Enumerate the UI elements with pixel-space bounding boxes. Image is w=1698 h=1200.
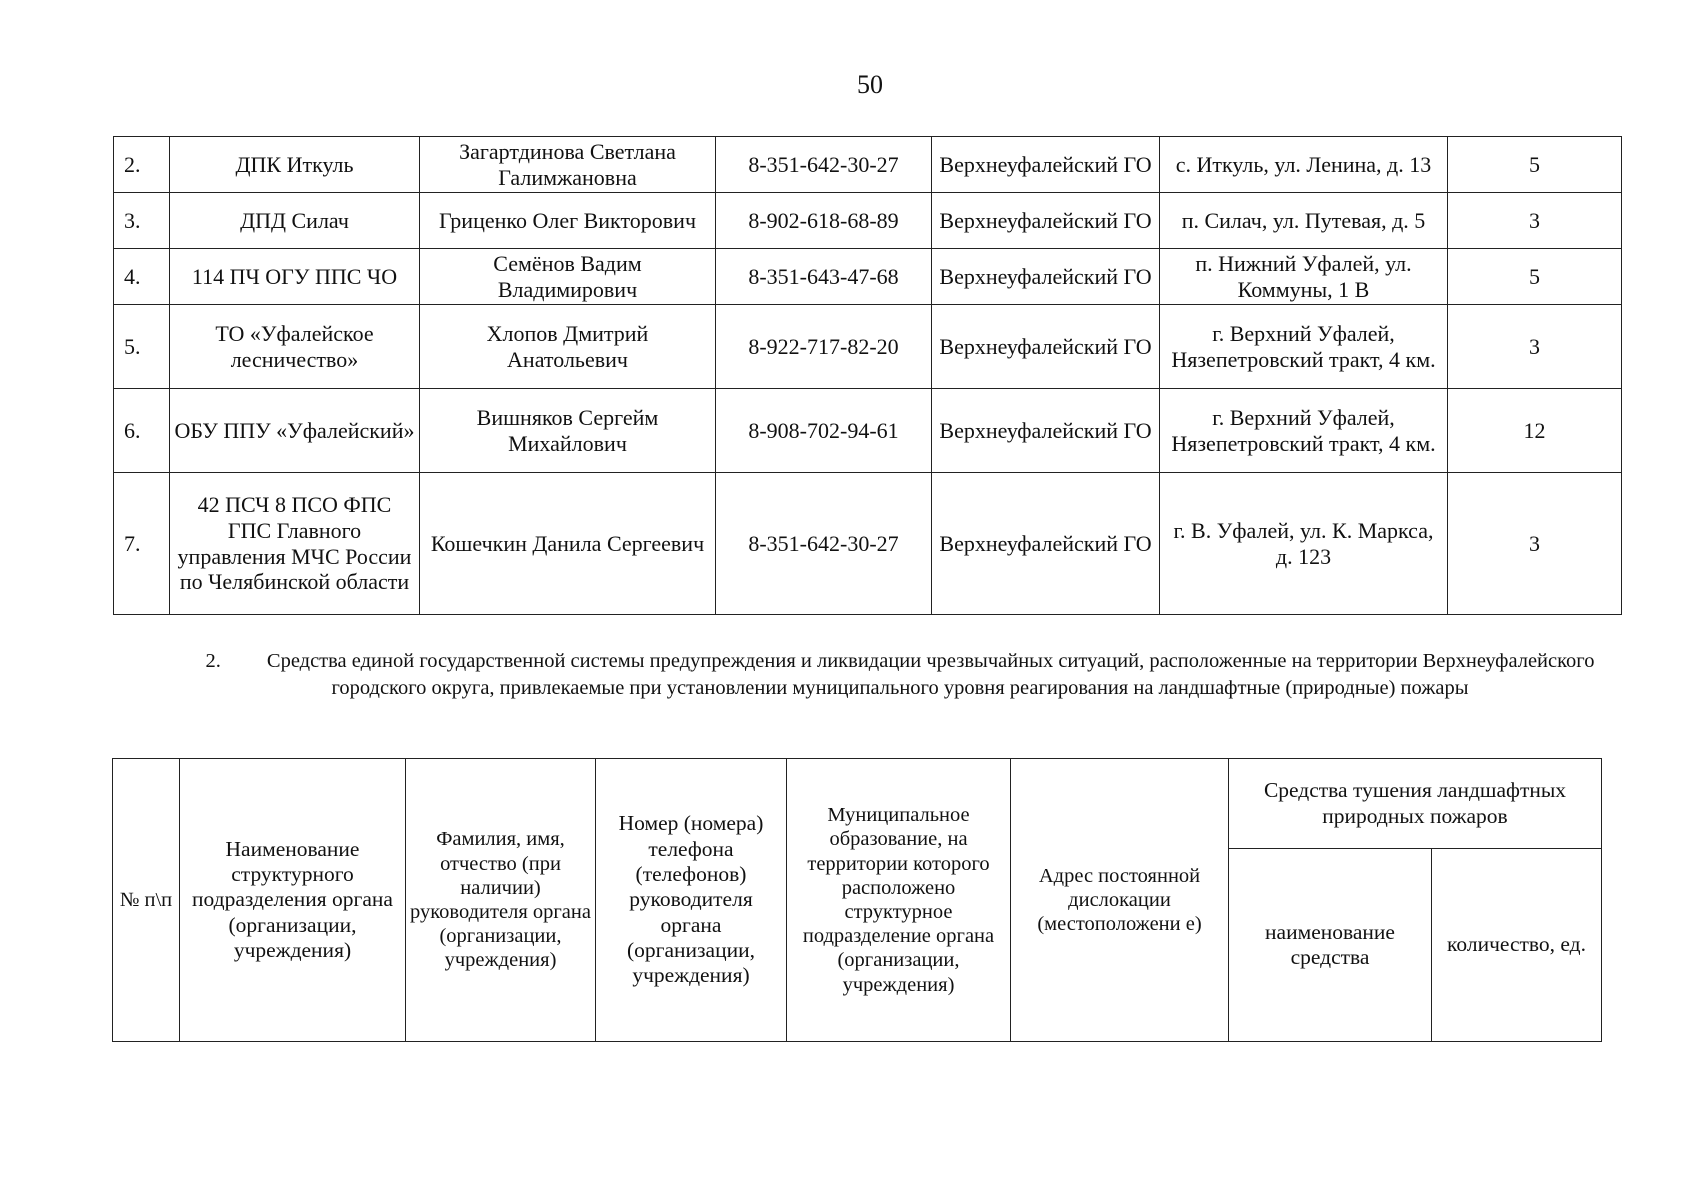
cell-municipality: Верхнеуфалейский ГО <box>932 193 1160 249</box>
cell-num: 2. <box>114 137 170 193</box>
cell-address: г. Верхний Уфалей, Нязепетровский тракт, 4 км. <box>1160 389 1448 473</box>
resources-table <box>112 758 1602 1042</box>
cell-head: Загартдинова Светлана Галимжановна <box>420 137 716 193</box>
cell-address: г. Верхний Уфалей, Нязепетровский тракт, 4 км. <box>1160 305 1448 389</box>
contacts-table-body <box>114 137 1622 615</box>
cell-count: 5 <box>1448 137 1622 193</box>
cell-address: с. Иткуль, ул. Ленина, д. 13 <box>1160 137 1448 193</box>
contacts-table <box>113 136 1622 615</box>
cell-head: Гриценко Олег Викторович <box>420 193 716 249</box>
page-number: 50 <box>857 70 883 99</box>
cell-municipality: Верхнеуфалейский ГО <box>932 249 1160 305</box>
cell-municipality: Верхнеуфалейский ГО <box>932 473 1160 615</box>
cell-municipality: Верхнеуфалейский ГО <box>932 305 1160 389</box>
header-num: № п\п <box>113 759 180 1042</box>
section-number: 2. <box>205 650 221 672</box>
cell-phone: 8-922-717-82-20 <box>716 305 932 389</box>
header-municipality: Муниципальное образование, на территории которого расположено структурное подразделение органа (организации, учреждения) <box>787 759 1011 1042</box>
section-title: Средства единой государственной системы предупреждения и ликвидации чрезвычайных ситуаций, расположенные на территории Верхнеуфалейского городского округа, привлекаемые при установлении муниципального уровня реагирования на ландшафтные (природные) пожары <box>266 650 1595 700</box>
cell-head: Семёнов Вадим Владимирович <box>420 249 716 305</box>
cell-count: 3 <box>1448 193 1622 249</box>
cell-org: ТО «Уфалейское лесничество» <box>170 305 420 389</box>
cell-org: ДПК Иткуль <box>170 137 420 193</box>
cell-num: 7. <box>114 473 170 615</box>
cell-num: 6. <box>114 389 170 473</box>
cell-head: Кошечкин Данила Сергеевич <box>420 473 716 615</box>
table-row <box>114 473 1622 615</box>
cell-head: Хлопов Дмитрий Анатольевич <box>420 305 716 389</box>
cell-phone: 8-902-618-68-89 <box>716 193 932 249</box>
cell-count: 5 <box>1448 249 1622 305</box>
cell-head: Вишняков Сергейм Михайлович <box>420 389 716 473</box>
cell-count: 3 <box>1448 305 1622 389</box>
header-means-name: наименование средства <box>1229 849 1432 1042</box>
cell-num: 5. <box>114 305 170 389</box>
header-means-count: количество, ед. <box>1432 849 1602 1042</box>
cell-phone: 8-351-643-47-68 <box>716 249 932 305</box>
cell-count: 3 <box>1448 473 1622 615</box>
cell-org: 42 ПСЧ 8 ПСО ФПС ГПС Главного управления МЧС России по Челябинской области <box>170 473 420 615</box>
cell-num: 4. <box>114 249 170 305</box>
section-heading <box>190 648 1610 703</box>
cell-phone: 8-351-642-30-27 <box>716 137 932 193</box>
cell-municipality: Верхнеуфалейский ГО <box>932 389 1160 473</box>
cell-address: п. Нижний Уфалей, ул. Коммуны, 1 В <box>1160 249 1448 305</box>
cell-municipality: Верхнеуфалейский ГО <box>932 137 1160 193</box>
header-means-group: Средства тушения ландшафтных природных пожаров <box>1229 759 1602 849</box>
table-row <box>114 249 1622 305</box>
cell-num: 3. <box>114 193 170 249</box>
cell-phone: 8-351-642-30-27 <box>716 473 932 615</box>
table-row <box>114 389 1622 473</box>
cell-org: ОБУ ППУ «Уфалейский» <box>170 389 420 473</box>
table-row <box>114 137 1622 193</box>
table-row <box>114 193 1622 249</box>
cell-org: 114 ПЧ ОГУ ППС ЧО <box>170 249 420 305</box>
header-head-name: Фамилия, имя, отчество (при наличии) руководителя органа (организации, учреждения) <box>406 759 596 1042</box>
cell-address: п. Силач, ул. Путевая, д. 5 <box>1160 193 1448 249</box>
cell-address: г. В. Уфалей, ул. К. Маркса, д. 123 <box>1160 473 1448 615</box>
header-address: Адрес постоянной дислокации (местоположени е) <box>1011 759 1229 1042</box>
cell-org: ДПД Силач <box>170 193 420 249</box>
cell-count: 12 <box>1448 389 1622 473</box>
header-phone: Номер (номера) телефона (телефонов) руководителя органа (организации, учреждения) <box>596 759 787 1042</box>
header-unit-name: Наименование структурного подразделения органа (организации, учреждения) <box>180 759 406 1042</box>
cell-phone: 8-908-702-94-61 <box>716 389 932 473</box>
table-row <box>114 305 1622 389</box>
